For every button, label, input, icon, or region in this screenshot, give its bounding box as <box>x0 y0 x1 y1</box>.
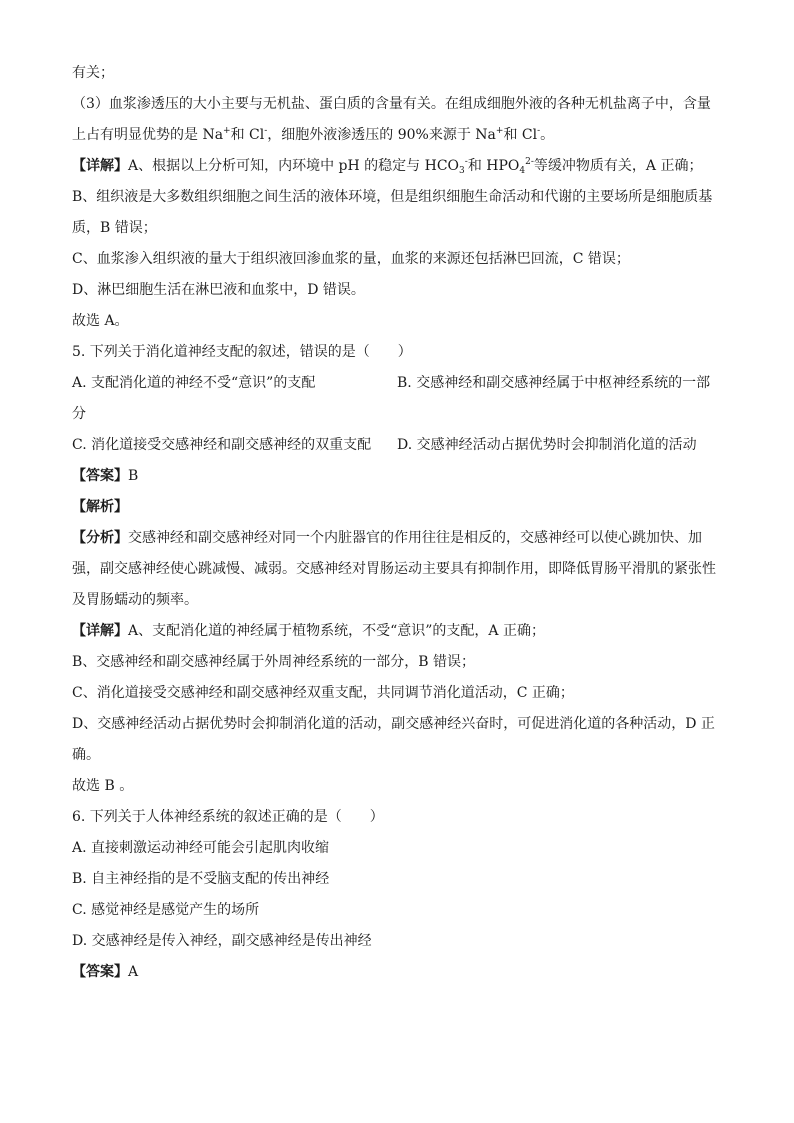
conclusion-line: 故选 B 。 <box>72 778 134 794</box>
answer-tag: 【答案】 <box>72 964 128 980</box>
text-line: 上占有明显优势的是 Na+和 Cl-，细胞外液渗透压的 90%来源于 Na+和 Cl-。 <box>72 126 555 143</box>
text-line: （3）血浆渗透压的大小主要与无机盐、蛋白质的含量有关。在组成细胞外液的各种无机盐离子中，含量 <box>72 96 711 112</box>
text-line: 【详解】A、支配消化道的神经属于植物系统，不受“意识”的支配，A 正确； <box>72 623 545 639</box>
text-line: 【分析】交感神经和副交感神经对同一个内脏器官的作用往往是相反的，交感神经可以使心跳加快、加 <box>72 530 702 546</box>
text-line: B、交感神经和副交感神经属于外周神经系统的一部分，B 错误； <box>72 654 476 670</box>
option-a: A. 支配消化道的神经不受“意识”的支配 <box>72 375 316 391</box>
option-b: B. 自主神经指的是不受脑支配的传出神经 <box>72 871 330 887</box>
detail-tag: 【详解】 <box>72 623 128 639</box>
analysis-tag: 【解析】 <box>72 499 128 515</box>
text-line: 故选 A。 <box>72 313 129 329</box>
question-stem: 6. 下列关于人体神经系统的叙述正确的是（ ） <box>72 809 384 825</box>
option-d: D. 交感神经活动占据优势时会抑制消化道的活动 <box>397 437 697 453</box>
document-page <box>72 58 722 988</box>
option-b: B. 交感神经和副交感神经属于中枢神经系统的一部 <box>397 375 711 391</box>
answer-tag: 【答案】 <box>72 468 128 484</box>
answer-line <box>72 461 722 492</box>
option-c: C. 感觉神经是感觉产生的场所 <box>72 902 260 918</box>
text-line: 【详解】A、根据以上分析可知，内环境中 pH 的稳定与 $HCO_3^-$和 $HPO_4^{2-}$等缓冲物质有关，A 正确； <box>72 157 703 176</box>
option-a: A. 直接刺激运动神经可能会引起肌肉收缩 <box>72 840 330 856</box>
options-row <box>72 430 722 461</box>
question-stem: 5. 下列关于消化道神经支配的叙述，错误的是（ ） <box>72 344 412 360</box>
text-line: 质，B 错误； <box>72 220 157 236</box>
fenxi-tag: 【分析】 <box>72 530 128 546</box>
text-line: D、淋巴细胞生活在淋巴液和血浆中，D 错误。 <box>72 282 365 298</box>
text-line: C、血浆渗入组织液的量大于组织液回渗血浆的量，血浆的来源还包括淋巴回流，C 错误； <box>72 251 630 267</box>
options-row <box>72 368 722 399</box>
text-line: 确。 <box>72 747 100 763</box>
text-line: B、组织液是大多数组织细胞之间生活的液体环境，但是组织细胞生命活动和代谢的主要场所是细胞质基 <box>72 189 713 205</box>
detail-tag: 【详解】 <box>72 158 128 174</box>
text-line: D、交感神经活动占据优势时会抑制消化道的活动，副交感神经兴奋时，可促进消化道的各种活动，D 正 <box>72 716 715 732</box>
analysis-line <box>72 492 722 523</box>
option-c: C. 消化道接受交感神经和副交感神经的双重支配 <box>72 437 372 453</box>
text-line: 有关； <box>72 65 114 81</box>
text-line: 及胃肠蠕动的频率。 <box>72 592 198 608</box>
text-line: 强，副交感神经使心跳减慢、减弱。交感神经对胃肠运动主要具有抑制作用，即降低胃肠平滑肌的紧张性 <box>72 561 716 577</box>
option-d: D. 交感神经是传入神经，副交感神经是传出神经 <box>72 933 372 949</box>
answer-value: A <box>128 964 139 980</box>
text-line: C、消化道接受交感神经和副交感神经双重支配，共同调节消化道活动，C 正确； <box>72 685 574 701</box>
answer-line <box>72 957 722 988</box>
answer-value: B <box>128 468 139 484</box>
option-b-continued: 分 <box>72 406 86 422</box>
